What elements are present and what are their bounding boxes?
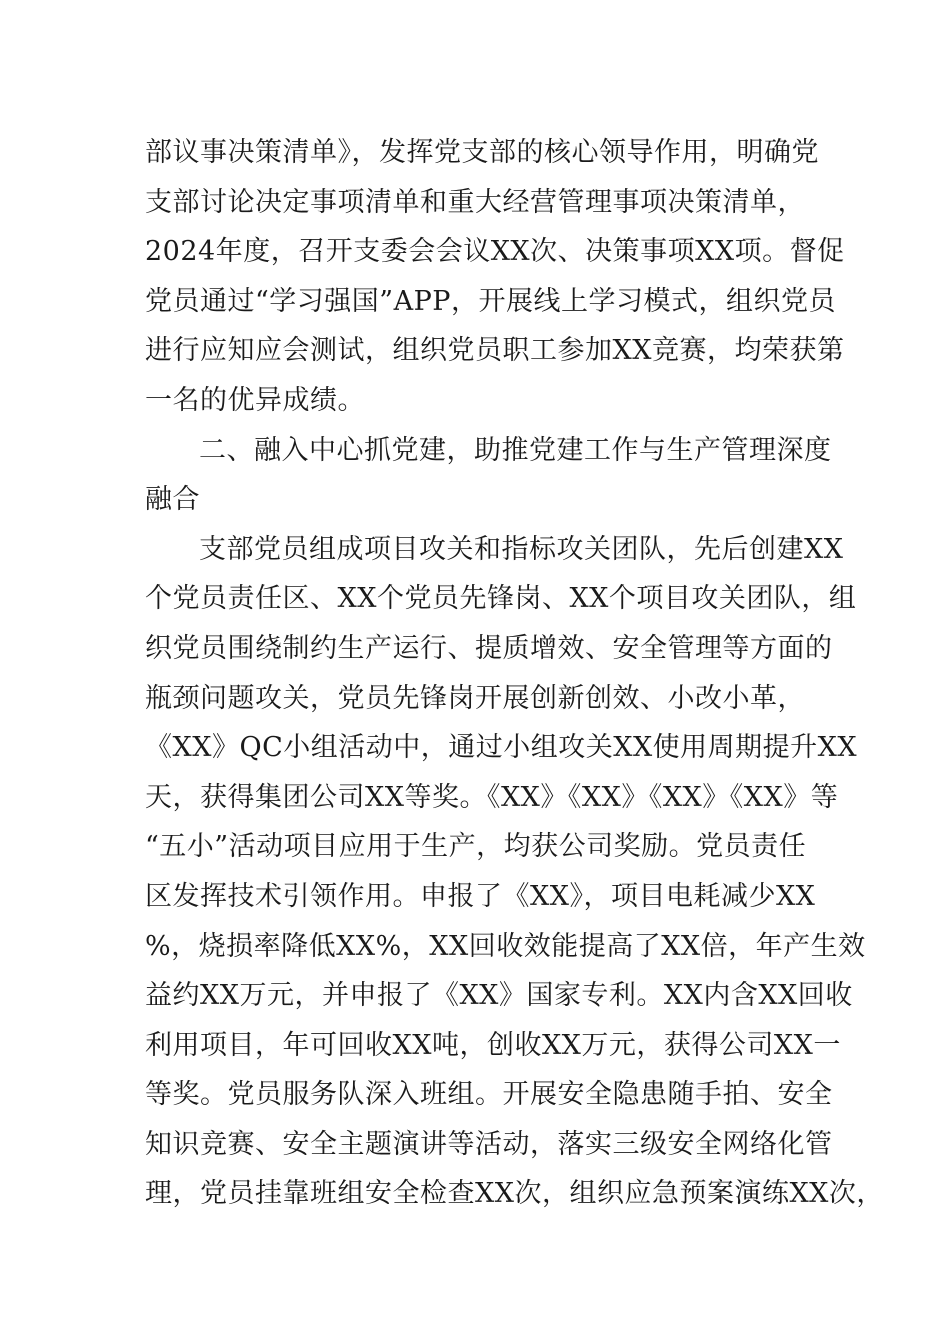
text-line: 一名的优异成绩。 [145,384,365,416]
text-line: 瓶颈问题攻关，党员先锋岗开展创新创效、小改小革， [145,682,805,714]
paragraph-body [145,525,884,1219]
text-line: 益约XX万元，并申报了《XX》国家专利。XX内含XX回收 [145,980,853,1012]
text-line: 《XX》QC小组活动中，通过小组攻关XX使用周期提升XX [145,732,858,764]
section-heading [145,426,832,525]
text-line: 进行应知应会测试，组织党员职工参加XX竞赛，均荣获第 [145,335,845,367]
text-line: 天，获得集团公司XX等奖。《XX》《XX》《XX》《XX》等 [145,781,839,813]
heading-line: 二、融入中心抓党建，助推党建工作与生产管理深度 [199,434,832,466]
text-line: 利用项目，年可回收XX吨，创收XX万元，获得公司XX一 [145,1029,841,1061]
text-line: %，烧损率降低XX%，XX回收效能提高了XX倍，年产生效 [145,930,866,962]
text-line: “五小”活动项目应用于生产，均获公司奖励。党员责任 [145,831,807,863]
text-line: 织党员围绕制约生产运行、提质增效、安全管理等方面的 [145,632,833,664]
text-line: 理，党员挂靠班组安全检查XX次，组织应急预案演练XX次， [145,1178,884,1210]
text-line: 等奖。党员服务队深入班组。开展安全隐患随手拍、安全 [145,1079,833,1111]
text-line: 支部党员组成项目攻关和指标攻关团队，先后创建XX [199,533,844,565]
text-line: 个党员责任区、XX个党员先锋岗、XX个项目攻关团队，组 [145,583,857,615]
paragraph-continued [145,128,845,426]
text-line: 区发挥技术引领作用。申报了《XX》，项目电耗减少XX [145,880,816,912]
text-line: 知识竞赛、安全主题演讲等活动，落实三级安全网络化管 [145,1128,833,1160]
text-line: 党员通过“学习强国”APP，开展线上学习模式，组织党员 [145,285,836,317]
document-body [145,128,884,1219]
text-line: 2024年度，召开支委会会议XX次、决策事项XX项。督促 [145,236,845,268]
heading-line: 融合 [145,484,200,516]
text-line: 支部讨论决定事项清单和重大经营管理事项决策清单， [145,186,805,218]
text-line: 部议事决策清单》，发挥党支部的核心领导作用，明确党 [145,137,819,168]
